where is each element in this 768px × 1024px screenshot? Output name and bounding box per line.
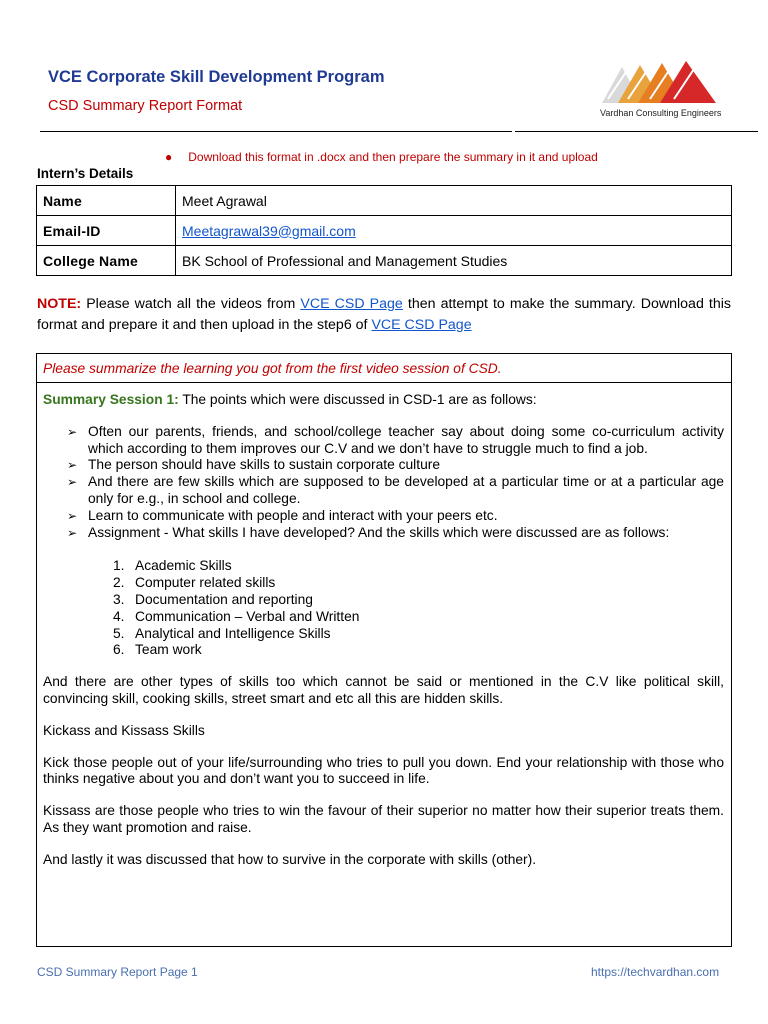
- logo-caption: Vardhan Consulting Engineers: [600, 108, 722, 118]
- skills-list: [43, 558, 724, 659]
- list-item: 3. Documentation and reporting: [113, 591, 313, 607]
- list-item: 6. Team work: [113, 642, 202, 658]
- summary-paragraph: And lastly it was discussed that how to survive in the corporate with skills (other).: [43, 851, 537, 867]
- header-rule-right: [515, 131, 758, 132]
- arrow-bullet-icon: ➢: [67, 475, 78, 490]
- skill-text: Team work: [135, 642, 202, 658]
- skill-text: Documentation and reporting: [135, 591, 313, 607]
- table-row: [37, 186, 732, 216]
- list-item: [43, 525, 724, 542]
- list-item: 1. Academic Skills: [113, 558, 232, 574]
- interns-details-heading: Intern’s Details: [37, 166, 134, 181]
- instruction-text: Download this format in .docx and then prepare the summary in it and upload: [188, 150, 598, 164]
- table-row: [37, 216, 732, 246]
- email-label: Email-ID: [37, 216, 176, 246]
- arrow-bullet-icon: ➢: [67, 508, 78, 523]
- vce-csd-page-link-1[interactable]: VCE CSD Page: [300, 296, 403, 312]
- note-text-1: Please watch all the videos from: [81, 296, 301, 312]
- list-item: 4. Communication – Verbal and Written: [113, 608, 360, 624]
- summary-body[interactable]: [43, 392, 724, 884]
- name-value: Meet Agrawal: [176, 186, 732, 216]
- summary-paragraph: Kickass and Kissass Skills: [43, 722, 205, 738]
- note-paragraph: [37, 294, 731, 336]
- vce-csd-page-link-2[interactable]: VCE CSD Page: [371, 317, 472, 333]
- skill-text: Analytical and Intelligence Skills: [135, 625, 331, 641]
- skill-text: Communication – Verbal and Written: [135, 608, 360, 624]
- header-rule-left: [40, 131, 512, 132]
- arrow-bullet-icon: ➢: [67, 525, 78, 540]
- session-intro: [43, 392, 724, 409]
- footer-page-label: CSD Summary Report Page 1: [37, 965, 198, 979]
- email-cell: [176, 216, 732, 246]
- note-label: NOTE:: [37, 296, 82, 312]
- session-intro-text: The points which were discussed in CSD-1 are as follows:: [178, 392, 537, 407]
- session-label: Summary Session 1:: [43, 392, 179, 407]
- list-item: 2. Computer related skills: [113, 575, 276, 591]
- arrow-bullet-icon: ➢: [67, 424, 78, 439]
- list-item: [43, 424, 724, 458]
- list-item: [43, 457, 724, 474]
- summary-bullet-list: [43, 424, 724, 542]
- skill-text: Computer related skills: [135, 575, 276, 591]
- list-item: [43, 474, 724, 508]
- download-instruction: [165, 150, 598, 164]
- summary-paragraph: And there are other types of skills too which cannot be said or mentioned in the C.V like political skill, convincing skill, cooking skills, street smart and etc all this are hidden skills.: [43, 674, 724, 706]
- report-subtitle: CSD Summary Report Format: [48, 98, 243, 114]
- email-link[interactable]: Meetagrawal39@gmail.com: [182, 222, 356, 239]
- summary-prompt: Please summarize the learning you got from the first video session of CSD.: [43, 361, 502, 376]
- summary-prompt-row: [37, 354, 731, 383]
- interns-details-table: [36, 185, 732, 276]
- bullet-text: And there are few skills which are supposed to be developed at a particular time or at a particular age only for e.g., in school and college.: [88, 474, 724, 506]
- college-value: BK School of Professional and Management Studies: [176, 246, 732, 276]
- program-title: VCE Corporate Skill Development Program: [48, 68, 385, 86]
- skill-text: Academic Skills: [135, 558, 232, 574]
- bullet-text: The person should have skills to sustain corporate culture: [88, 457, 441, 473]
- bullet-text: Assignment - What skills I have developed? And the skills which were discussed are as follows:: [88, 524, 670, 540]
- summary-paragraph: Kick those people out of your life/surrounding who tries to pull you down. End your relationship with those who thinks negative about you and don’t want you to succeed in life.: [43, 754, 724, 787]
- bullet-icon: ●: [165, 150, 173, 164]
- bullet-text: Often our parents, friends, and school/college teacher say about doing some co-curriculum activity which according to them improves our C.V and we don’t have to struggle much to find a job.: [88, 423, 724, 456]
- college-label: College Name: [37, 246, 176, 276]
- list-item: [43, 508, 724, 525]
- bullet-text: Learn to communicate with people and interact with your peers etc.: [88, 507, 498, 523]
- summary-box: [36, 353, 732, 947]
- arrow-bullet-icon: ➢: [67, 458, 78, 473]
- summary-paragraph: Kissass are those people who tries to win the favour of their superior no matter how their superior treats them. As they want promotion and raise.: [43, 803, 724, 835]
- note-text-2: then attempt to make the summary. Download this format and prepare it and then upload in the step6 of: [37, 296, 731, 333]
- name-label: Name: [37, 186, 176, 216]
- list-item: 5. Analytical and Intelligence Skills: [113, 625, 331, 641]
- table-row: [37, 246, 732, 276]
- footer-url[interactable]: https://techvardhan.com: [591, 965, 720, 979]
